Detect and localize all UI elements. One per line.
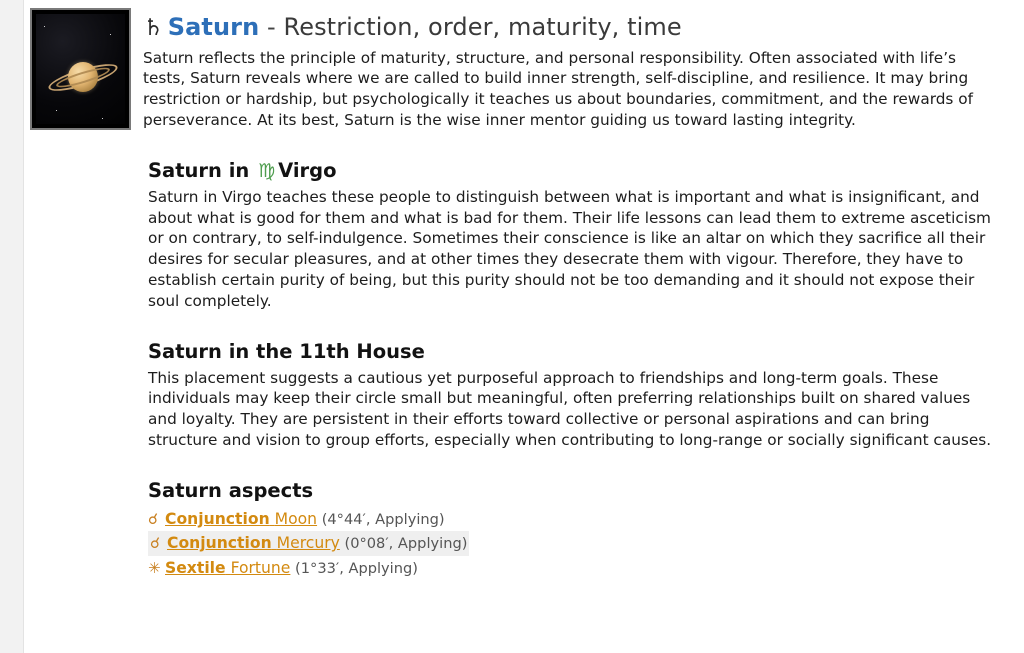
aspect-target-link[interactable]: [272, 534, 340, 552]
planet-report-page: [24, 0, 1024, 653]
planet-header: [24, 0, 1024, 131]
sign-title-prefix: Saturn in: [148, 158, 257, 182]
sign-section: [144, 159, 1024, 312]
saturn-photo-inner: [36, 14, 125, 124]
planet-description: Saturn reflects the principle of maturity, structure, and personal responsibility. Often associated with life’s tests, Saturn reveals where we are called to build inner strength, self-discipline, and resilience. It may bring restriction or hardship, but psychologically it teaches us about boundaries, commitment, and the rewards of perseverance. At its best, Saturn is the wise inner mentor guiding us toward lasting integrity.: [143, 48, 973, 129]
aspects-section-title: Saturn aspects: [148, 478, 314, 502]
star-icon: [44, 26, 45, 27]
star-icon: [110, 34, 111, 35]
page-title: [143, 14, 998, 42]
planet-keywords: Restriction, order, maturity, time: [283, 13, 682, 41]
aspect-name-link[interactable]: Conjunction: [167, 534, 272, 553]
saturn-glyph-icon: ♄: [143, 15, 164, 41]
aspects-list: [148, 507, 998, 580]
house-section: [144, 340, 1024, 451]
house-section-title: Saturn in the 11th House: [148, 339, 425, 363]
virgo-glyph-icon: ♍: [258, 159, 276, 182]
star-icon: [56, 110, 57, 111]
sign-section-title: [148, 159, 998, 182]
title-dash: -: [259, 13, 284, 41]
list-item[interactable]: [148, 556, 998, 580]
sign-name: Virgo: [278, 158, 337, 182]
sextile-icon: ✳: [148, 558, 161, 577]
aspect-target-label: Moon: [274, 509, 318, 528]
list-item[interactable]: [148, 531, 469, 555]
aspect-orb-label: (0°08′, Applying): [339, 535, 468, 553]
conjunction-icon: ☌: [150, 534, 161, 553]
aspect-orb-label: (1°33′, Applying): [290, 559, 418, 577]
planet-name: Saturn: [167, 13, 260, 41]
conjunction-icon: ☌: [148, 509, 159, 528]
aspect-target-label: Fortune: [230, 558, 291, 577]
aspect-target-link[interactable]: [226, 559, 291, 577]
aspect-target-link[interactable]: [270, 510, 317, 528]
aspects-section: [144, 479, 1024, 580]
aspect-target-label: Mercury: [276, 534, 340, 553]
page-left-gutter: [0, 0, 24, 653]
house-section-text: This placement suggests a cautious yet purposeful approach to friendships and long-term goals. These individuals may keep their circle small but meaningful, often preferring relationships built on shared values and loyalty. They are persistent in their efforts toward collective or personal aspirations and can bring structure and vision to group efforts, especially when contributing to long-range or socially significant causes.: [148, 368, 992, 449]
sign-section-text: Saturn in Virgo teaches these people to distinguish between what is important and what is insignificant, and about what is good for them and what is bad for them. Their life lessons can lead them to extreme asceticism or on contrary, to self-indulgence. Sometimes their conscience is like an altar on which they sacrifice all their desires for secular pleasures, and at other times they desecrate them with vigour. Therefore, they have to establish certain purity of being, but this purity should not be too demanding and it should not expose their soul completely.: [148, 187, 991, 310]
list-item-wrapper: [148, 531, 998, 555]
star-icon: [102, 118, 103, 119]
aspect-name-link[interactable]: Sextile: [165, 558, 226, 577]
aspect-name-link[interactable]: Conjunction: [165, 509, 270, 528]
aspect-orb-label: (4°44′, Applying): [317, 510, 445, 528]
list-item[interactable]: [148, 507, 998, 531]
planet-header-text: [143, 4, 1024, 131]
saturn-photo: [30, 8, 131, 130]
